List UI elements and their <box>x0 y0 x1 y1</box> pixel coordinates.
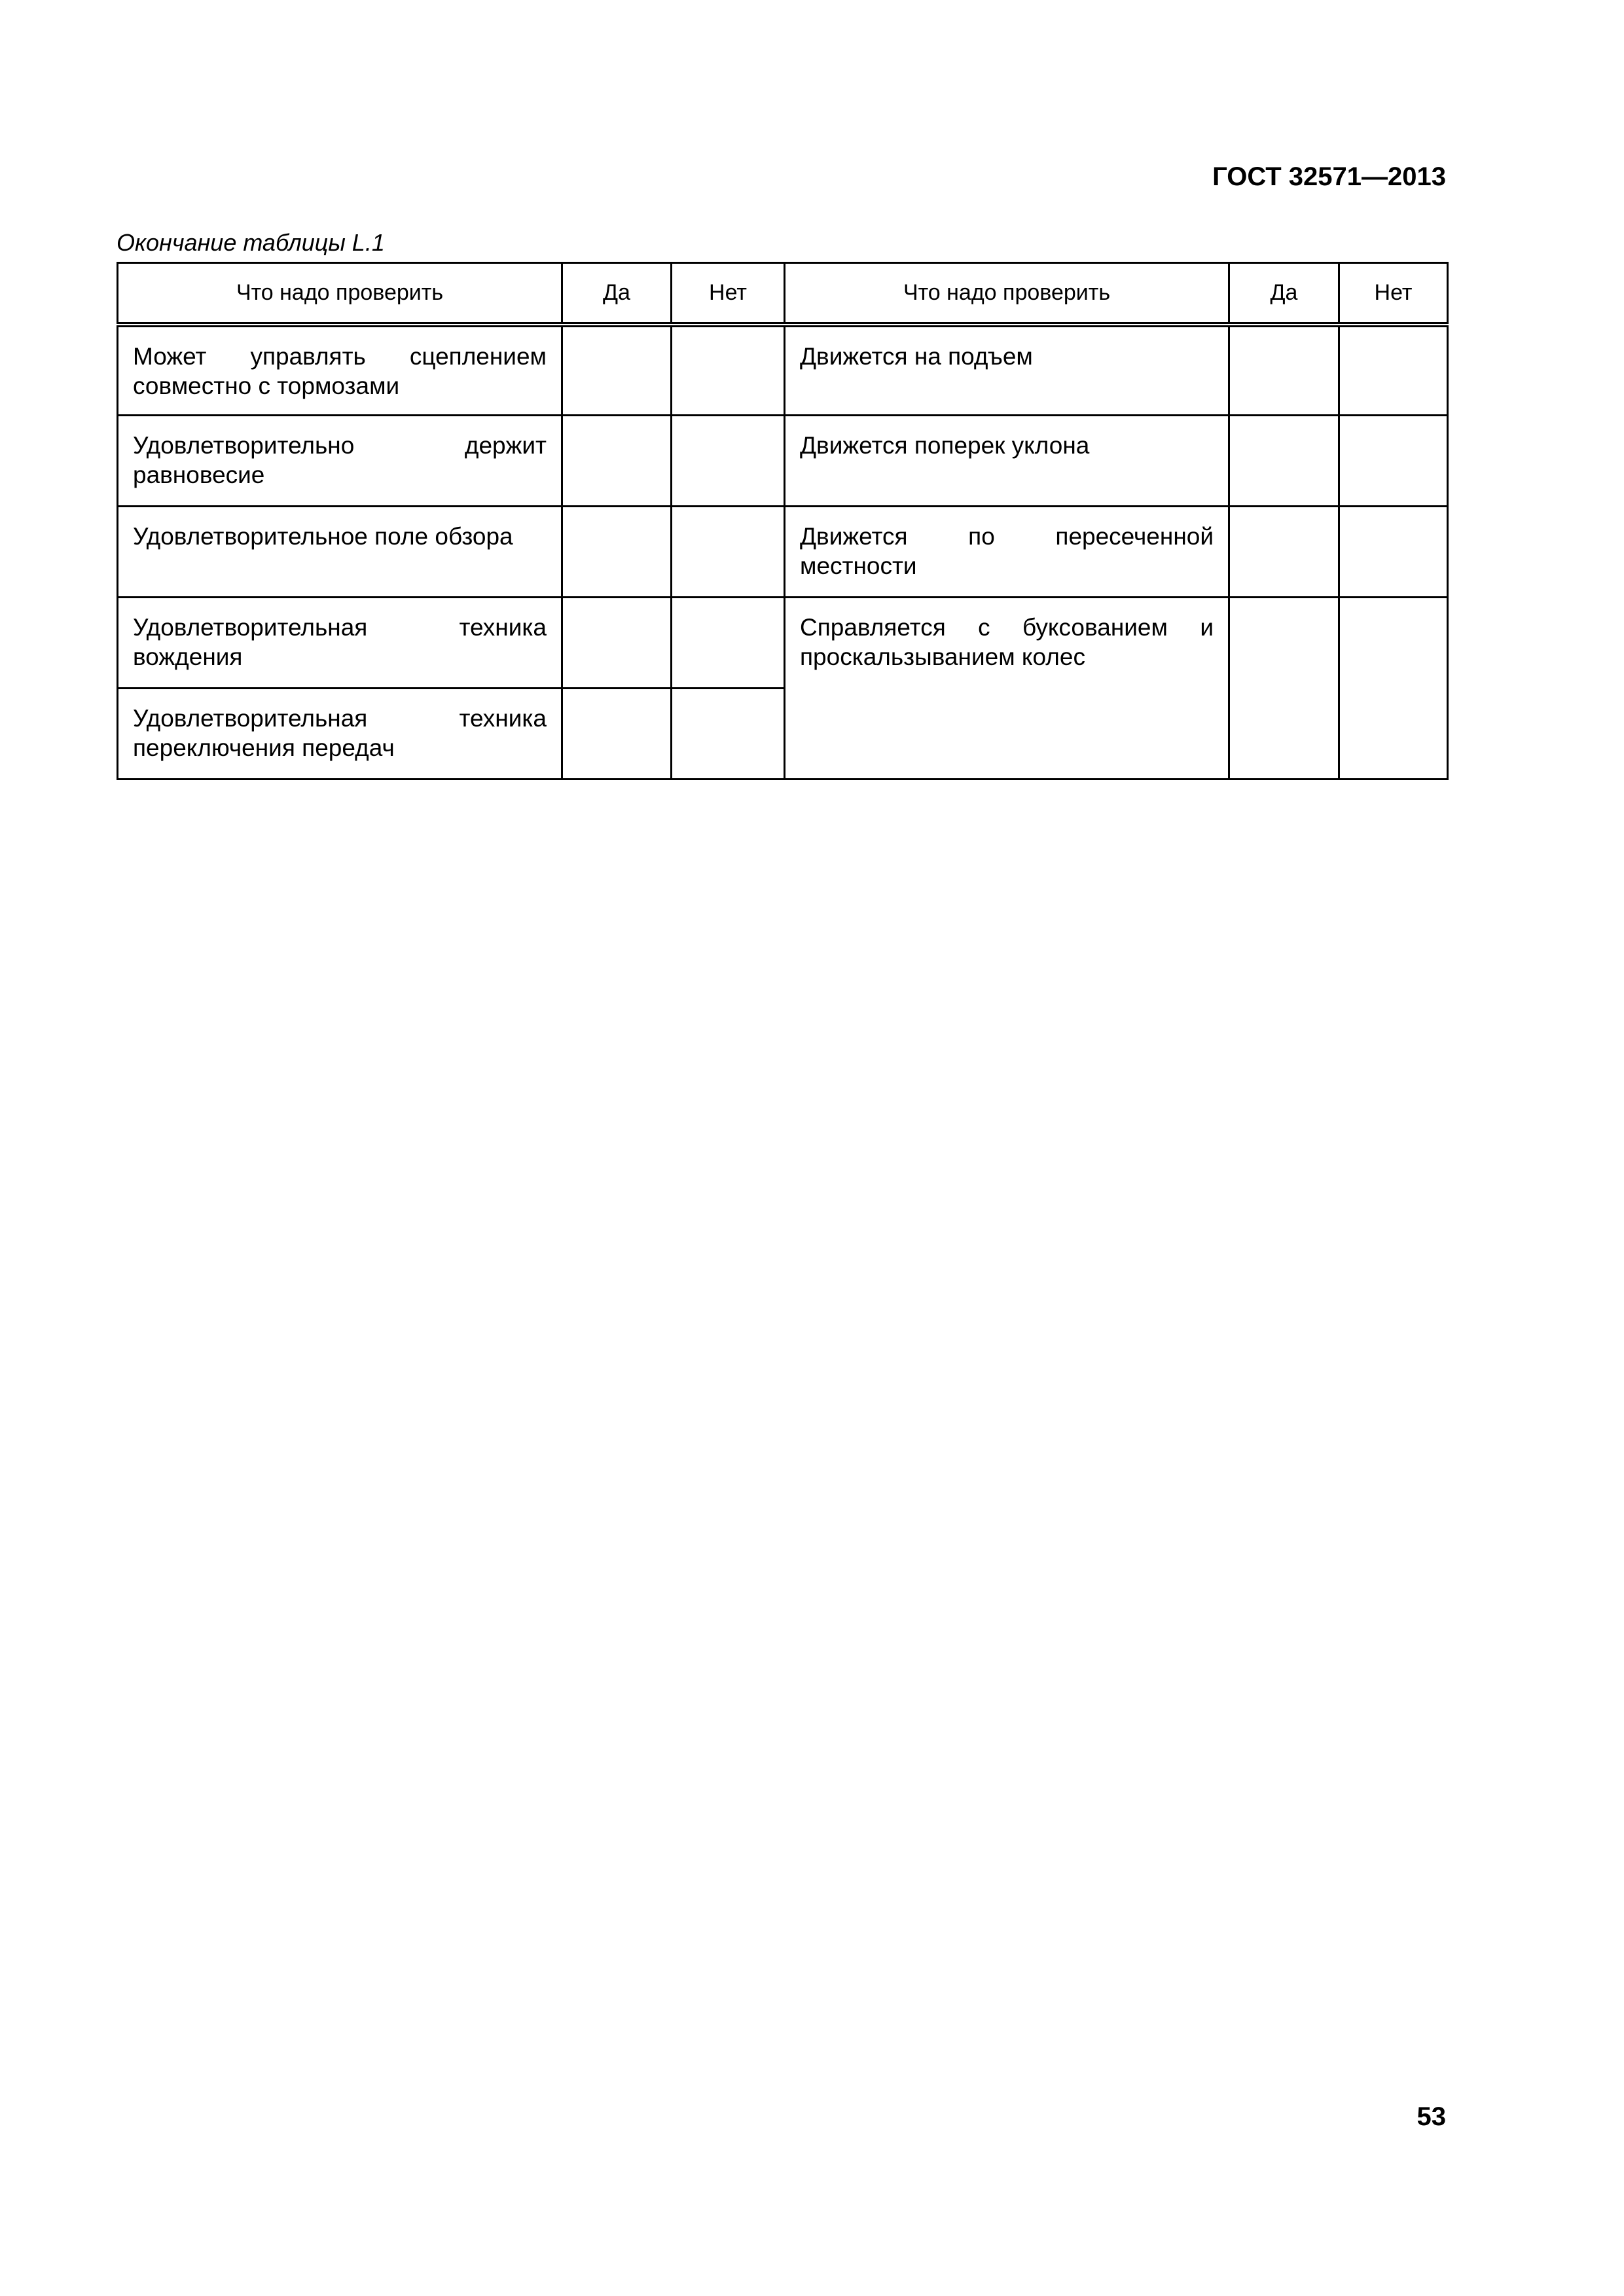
table-row <box>118 598 1448 689</box>
no-cell[interactable] <box>672 598 785 689</box>
check-item-left: Может управлять сцеплением совместно с тормозами <box>118 325 562 416</box>
table-header-row <box>118 263 1448 325</box>
column-header-check-left: Что надо проверить <box>118 263 562 325</box>
table-row <box>118 507 1448 598</box>
no-cell[interactable] <box>672 325 785 416</box>
checklist-table <box>117 262 1449 780</box>
yes-cell[interactable] <box>562 416 672 507</box>
check-item-left: Удовлетворительная техника переключения передач <box>118 689 562 780</box>
check-item-right: Движется на подъем <box>785 325 1229 416</box>
column-header-yes-right: Да <box>1229 263 1339 325</box>
yes-cell[interactable] <box>562 598 672 689</box>
document-code: ГОСТ 32571—2013 <box>1212 162 1446 191</box>
column-header-no-right: Нет <box>1339 263 1448 325</box>
yes-cell[interactable] <box>1229 507 1339 598</box>
table-row <box>118 416 1448 507</box>
no-cell[interactable] <box>1339 416 1448 507</box>
yes-cell[interactable] <box>562 689 672 780</box>
check-item-right: Движется поперек уклона <box>785 416 1229 507</box>
check-item-left: Удовлетворительное поле обзора <box>118 507 562 598</box>
column-header-yes-left: Да <box>562 263 672 325</box>
no-cell[interactable] <box>1339 598 1448 780</box>
check-item-right: Движется по пересеченной местности <box>785 507 1229 598</box>
page-number: 53 <box>1416 2102 1446 2131</box>
check-item-left: Удовлетворительно держит равновесие <box>118 416 562 507</box>
no-cell[interactable] <box>672 507 785 598</box>
column-header-no-left: Нет <box>672 263 785 325</box>
yes-cell[interactable] <box>562 325 672 416</box>
no-cell[interactable] <box>1339 325 1448 416</box>
yes-cell[interactable] <box>1229 325 1339 416</box>
table-row <box>118 325 1448 416</box>
no-cell[interactable] <box>672 689 785 780</box>
yes-cell[interactable] <box>1229 598 1339 780</box>
yes-cell[interactable] <box>1229 416 1339 507</box>
column-header-check-right: Что надо проверить <box>785 263 1229 325</box>
check-item-left: Удовлетворительная техника вождения <box>118 598 562 689</box>
no-cell[interactable] <box>1339 507 1448 598</box>
check-item-right: Справляется с буксованием и проскальзыванием колес <box>785 598 1229 780</box>
table-caption: Окончание таблицы L.1 <box>117 229 385 256</box>
yes-cell[interactable] <box>562 507 672 598</box>
no-cell[interactable] <box>672 416 785 507</box>
